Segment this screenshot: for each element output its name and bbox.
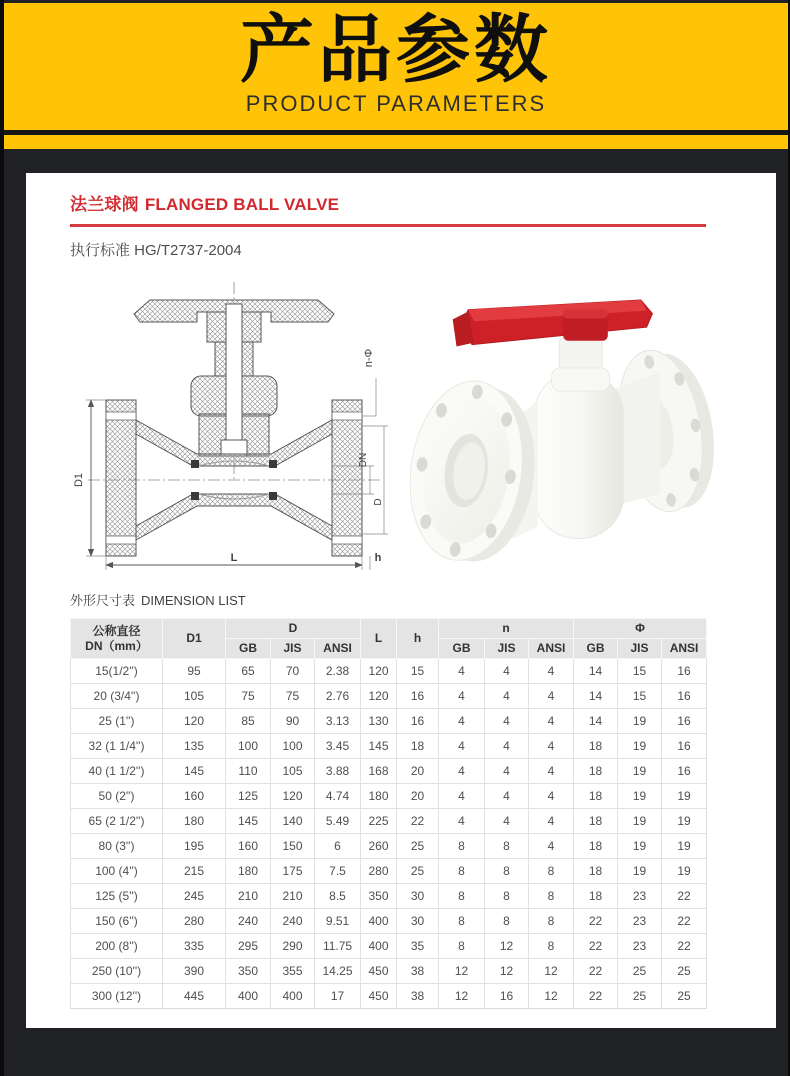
table-cell: 18 bbox=[574, 834, 618, 859]
table-cell: 4 bbox=[439, 759, 485, 784]
table-cell: 3.88 bbox=[315, 759, 361, 784]
table-cell: 19 bbox=[618, 709, 662, 734]
table-cell: 4 bbox=[529, 834, 574, 859]
product-photo bbox=[410, 282, 730, 572]
table-cell: 18 bbox=[574, 809, 618, 834]
table-cell: 150 bbox=[271, 834, 315, 859]
table-cell: 4 bbox=[485, 759, 529, 784]
table-cell: 15 bbox=[618, 659, 662, 684]
table-cell: 23 bbox=[618, 934, 662, 959]
table-cell: 95 bbox=[163, 659, 226, 684]
subcol-n-jis: JIS bbox=[485, 639, 529, 659]
table-cell: 25 bbox=[397, 834, 439, 859]
table-cell: 17 bbox=[315, 984, 361, 1009]
table-cell: 12 bbox=[439, 984, 485, 1009]
dimension-table bbox=[70, 618, 707, 1009]
table-cell: 175 bbox=[271, 859, 315, 884]
product-name-cn: 法兰球阀 bbox=[70, 195, 139, 214]
table-cell: 400 bbox=[226, 984, 271, 1009]
table-cell: 38 bbox=[397, 959, 439, 984]
table-cell: 22 bbox=[662, 909, 707, 934]
subcol-d-gb: GB bbox=[226, 639, 271, 659]
table-body bbox=[71, 659, 707, 1009]
table-row bbox=[71, 759, 707, 784]
right-flange-section bbox=[332, 400, 362, 556]
body-wall-bottom bbox=[136, 494, 332, 540]
table-cell: 30 bbox=[397, 909, 439, 934]
subcol-phi-jis: JIS bbox=[618, 639, 662, 659]
table-cell: 15(1/2'') bbox=[71, 659, 163, 684]
table-cell: 2.38 bbox=[315, 659, 361, 684]
figures-row bbox=[70, 274, 732, 574]
table-cell: 4 bbox=[439, 684, 485, 709]
table-cell: 16 bbox=[662, 734, 707, 759]
table-cell: 12 bbox=[439, 959, 485, 984]
table-cell: 8 bbox=[485, 909, 529, 934]
left-black-edge bbox=[0, 0, 4, 1076]
table-cell: 19 bbox=[618, 809, 662, 834]
table-row bbox=[71, 784, 707, 809]
table-title-cn: 外形尺寸表 bbox=[70, 593, 136, 608]
table-row bbox=[71, 684, 707, 709]
table-cell: 200 (8'') bbox=[71, 934, 163, 959]
valve-body bbox=[534, 372, 623, 539]
ball-seat bbox=[269, 492, 277, 500]
table-cell: 168 bbox=[361, 759, 397, 784]
table-cell: 16 bbox=[662, 759, 707, 784]
table-cell: 22 bbox=[662, 934, 707, 959]
table-cell: 400 bbox=[361, 934, 397, 959]
table-cell: 210 bbox=[226, 884, 271, 909]
table-cell: 19 bbox=[662, 784, 707, 809]
table-cell: 16 bbox=[662, 684, 707, 709]
table-cell: 19 bbox=[662, 834, 707, 859]
table-cell: 7.5 bbox=[315, 859, 361, 884]
table-cell: 5.49 bbox=[315, 809, 361, 834]
table-cell: 280 bbox=[163, 909, 226, 934]
table-cell: 19 bbox=[618, 784, 662, 809]
table-cell: 22 bbox=[574, 909, 618, 934]
table-cell: 4 bbox=[485, 684, 529, 709]
table-cell: 65 (2 1/2'') bbox=[71, 809, 163, 834]
table-cell: 240 bbox=[271, 909, 315, 934]
table-row bbox=[71, 709, 707, 734]
table-cell: 145 bbox=[226, 809, 271, 834]
product-card bbox=[26, 173, 776, 1028]
table-cell: 25 bbox=[618, 959, 662, 984]
table-cell: 215 bbox=[163, 859, 226, 884]
table-cell: 290 bbox=[271, 934, 315, 959]
table-cell: 4 bbox=[529, 684, 574, 709]
table-cell: 8 bbox=[439, 934, 485, 959]
table-cell: 14.25 bbox=[315, 959, 361, 984]
table-cell: 280 bbox=[361, 859, 397, 884]
table-cell: 8 bbox=[529, 859, 574, 884]
table-cell: 23 bbox=[618, 884, 662, 909]
table-cell: 390 bbox=[163, 959, 226, 984]
table-cell: 22 bbox=[574, 984, 618, 1009]
dimension-table-title bbox=[70, 590, 732, 609]
table-cell: 105 bbox=[271, 759, 315, 784]
table-row bbox=[71, 959, 707, 984]
table-row bbox=[71, 909, 707, 934]
col-header-n: n bbox=[439, 619, 574, 639]
table-cell: 20 (3/4'') bbox=[71, 684, 163, 709]
table-cell: 85 bbox=[226, 709, 271, 734]
table-title-en: DIMENSION LIST bbox=[141, 593, 246, 608]
table-cell: 100 bbox=[226, 734, 271, 759]
table-cell: 210 bbox=[271, 884, 315, 909]
table-cell: 120 bbox=[163, 709, 226, 734]
col-header-dn bbox=[71, 619, 163, 659]
table-cell: 19 bbox=[618, 859, 662, 884]
table-cell: 18 bbox=[574, 759, 618, 784]
table-cell: 8 bbox=[485, 859, 529, 884]
table-cell: 450 bbox=[361, 984, 397, 1009]
table-row bbox=[71, 984, 707, 1009]
table-cell: 295 bbox=[226, 934, 271, 959]
subcol-n-ansi: ANSI bbox=[529, 639, 574, 659]
subcol-phi-ansi: ANSI bbox=[662, 639, 707, 659]
table-cell: 4 bbox=[439, 659, 485, 684]
table-cell: 8 bbox=[529, 884, 574, 909]
table-cell: 35 bbox=[397, 934, 439, 959]
table-cell: 160 bbox=[226, 834, 271, 859]
table-cell: 38 bbox=[397, 984, 439, 1009]
table-cell: 8 bbox=[439, 834, 485, 859]
table-cell: 150 (6'') bbox=[71, 909, 163, 934]
table-cell: 22 bbox=[574, 934, 618, 959]
table-cell: 145 bbox=[163, 759, 226, 784]
table-cell: 25 bbox=[618, 984, 662, 1009]
table-cell: 245 bbox=[163, 884, 226, 909]
banner-title-en: PRODUCT PARAMETERS bbox=[245, 90, 547, 116]
table-cell: 400 bbox=[271, 984, 315, 1009]
valve-handle bbox=[453, 300, 653, 347]
col-header-l: L bbox=[361, 619, 397, 659]
table-cell: 125 (5'') bbox=[71, 884, 163, 909]
subcol-phi-gb: GB bbox=[574, 639, 618, 659]
table-row bbox=[71, 734, 707, 759]
table-cell: 180 bbox=[361, 784, 397, 809]
col-header-dn-line1: 公称直径 bbox=[92, 623, 141, 638]
table-cell: 4 bbox=[439, 734, 485, 759]
table-cell: 70 bbox=[271, 659, 315, 684]
table-cell: 350 bbox=[361, 884, 397, 909]
dim-label-d1: D1 bbox=[73, 472, 85, 488]
ball-seat bbox=[269, 460, 277, 468]
table-cell: 40 (1 1/2'') bbox=[71, 759, 163, 784]
banner-yellow-strip bbox=[4, 135, 788, 149]
table-cell: 16 bbox=[662, 659, 707, 684]
table-cell: 19 bbox=[662, 859, 707, 884]
dim-label-l: L bbox=[230, 552, 238, 564]
table-cell: 14 bbox=[574, 659, 618, 684]
table-cell: 19 bbox=[662, 809, 707, 834]
table-cell: 22 bbox=[662, 884, 707, 909]
table-cell: 15 bbox=[397, 659, 439, 684]
table-cell: 105 bbox=[163, 684, 226, 709]
table-cell: 90 bbox=[271, 709, 315, 734]
table-cell: 75 bbox=[271, 684, 315, 709]
table-cell: 4 bbox=[485, 709, 529, 734]
table-cell: 80 (3'') bbox=[71, 834, 163, 859]
table-cell: 19 bbox=[618, 759, 662, 784]
right-flange-bolt-hole-top bbox=[332, 412, 362, 420]
left-flange-bolt-hole-top bbox=[106, 412, 136, 420]
standard-text: 执行标准 HG/T2737-2004 bbox=[70, 242, 242, 259]
table-cell: 18 bbox=[397, 734, 439, 759]
table-cell: 14 bbox=[574, 684, 618, 709]
table-cell: 4 bbox=[529, 734, 574, 759]
table-cell: 100 (4'') bbox=[71, 859, 163, 884]
table-cell: 25 bbox=[397, 859, 439, 884]
table-cell: 25 bbox=[662, 959, 707, 984]
table-cell: 4 bbox=[485, 784, 529, 809]
table-cell: 160 bbox=[163, 784, 226, 809]
table-cell: 23 bbox=[618, 909, 662, 934]
product-heading bbox=[70, 190, 732, 215]
table-cell: 135 bbox=[163, 734, 226, 759]
table-row bbox=[71, 934, 707, 959]
table-cell: 20 bbox=[397, 759, 439, 784]
table-cell: 120 bbox=[361, 684, 397, 709]
table-cell: 300 (12'') bbox=[71, 984, 163, 1009]
table-cell: 445 bbox=[163, 984, 226, 1009]
table-cell: 18 bbox=[574, 859, 618, 884]
table-header bbox=[71, 619, 707, 659]
table-cell: 15 bbox=[618, 684, 662, 709]
left-flange-section bbox=[106, 400, 136, 556]
table-cell: 8 bbox=[529, 934, 574, 959]
table-cell: 50 (2'') bbox=[71, 784, 163, 809]
ball-seat bbox=[191, 460, 199, 468]
table-cell: 11.75 bbox=[315, 934, 361, 959]
table-cell: 4 bbox=[529, 784, 574, 809]
subcol-d-jis: JIS bbox=[271, 639, 315, 659]
table-cell: 355 bbox=[271, 959, 315, 984]
table-cell: 18 bbox=[574, 884, 618, 909]
product-name-en: FLANGED BALL VALVE bbox=[144, 195, 340, 214]
left-flange bbox=[410, 374, 546, 570]
table-cell: 8 bbox=[485, 834, 529, 859]
table-cell: 180 bbox=[163, 809, 226, 834]
table-cell: 18 bbox=[574, 734, 618, 759]
subcol-n-gb: GB bbox=[439, 639, 485, 659]
table-cell: 4 bbox=[529, 759, 574, 784]
banner bbox=[4, 3, 788, 130]
table-cell: 8 bbox=[439, 859, 485, 884]
dim-label-d: D bbox=[373, 498, 384, 506]
stem-nut bbox=[552, 368, 610, 391]
table-cell: 22 bbox=[574, 959, 618, 984]
table-cell: 12 bbox=[485, 934, 529, 959]
table-cell: 120 bbox=[271, 784, 315, 809]
col-header-dn-line2: DN（mm） bbox=[85, 638, 148, 653]
table-cell: 19 bbox=[618, 834, 662, 859]
table-row bbox=[71, 809, 707, 834]
table-cell: 225 bbox=[361, 809, 397, 834]
table-cell: 14 bbox=[574, 709, 618, 734]
table-cell: 4 bbox=[529, 709, 574, 734]
table-cell: 18 bbox=[574, 784, 618, 809]
technical-drawing bbox=[70, 274, 402, 574]
table-cell: 110 bbox=[226, 759, 271, 784]
table-cell: 8 bbox=[439, 909, 485, 934]
table-cell: 20 bbox=[397, 784, 439, 809]
table-cell: 22 bbox=[397, 809, 439, 834]
table-cell: 335 bbox=[163, 934, 226, 959]
table-cell: 350 bbox=[226, 959, 271, 984]
col-header-d1: D1 bbox=[163, 619, 226, 659]
table-cell: 140 bbox=[271, 809, 315, 834]
table-cell: 8 bbox=[529, 909, 574, 934]
table-cell: 6 bbox=[315, 834, 361, 859]
left-flange-bolt-hole-bottom bbox=[106, 536, 136, 544]
table-cell: 180 bbox=[226, 859, 271, 884]
table-cell: 4 bbox=[439, 809, 485, 834]
table-cell: 4 bbox=[529, 809, 574, 834]
table-cell: 25 (1'') bbox=[71, 709, 163, 734]
table-cell: 4 bbox=[485, 659, 529, 684]
table-cell: 145 bbox=[361, 734, 397, 759]
table-cell: 8.5 bbox=[315, 884, 361, 909]
table-cell: 240 bbox=[226, 909, 271, 934]
table-cell: 130 bbox=[361, 709, 397, 734]
table-cell: 4 bbox=[485, 809, 529, 834]
table-cell: 4 bbox=[529, 659, 574, 684]
table-cell: 400 bbox=[361, 909, 397, 934]
table-cell: 260 bbox=[361, 834, 397, 859]
col-header-d: D bbox=[226, 619, 361, 639]
table-row bbox=[71, 834, 707, 859]
ball-seat bbox=[191, 492, 199, 500]
table-cell: 3.45 bbox=[315, 734, 361, 759]
table-cell: 32 (1 1/4'') bbox=[71, 734, 163, 759]
table-cell: 450 bbox=[361, 959, 397, 984]
table-row bbox=[71, 884, 707, 909]
table-cell: 12 bbox=[485, 959, 529, 984]
dim-label-dn: DN bbox=[358, 452, 369, 468]
stem-section bbox=[226, 304, 242, 442]
table-cell: 25 bbox=[662, 984, 707, 1009]
table-cell: 30 bbox=[397, 884, 439, 909]
subcol-d-ansi: ANSI bbox=[315, 639, 361, 659]
table-cell: 2.76 bbox=[315, 684, 361, 709]
col-header-h: h bbox=[397, 619, 439, 659]
table-cell: 250 (10'') bbox=[71, 959, 163, 984]
table-cell: 16 bbox=[397, 684, 439, 709]
table-cell: 12 bbox=[529, 984, 574, 1009]
table-cell: 195 bbox=[163, 834, 226, 859]
col-header-phi: Φ bbox=[574, 619, 707, 639]
table-cell: 4 bbox=[439, 784, 485, 809]
dim-label-h: h bbox=[374, 552, 382, 564]
table-cell: 8 bbox=[439, 884, 485, 909]
right-flange-bolt-hole-bottom bbox=[332, 536, 362, 544]
table-cell: 4 bbox=[439, 709, 485, 734]
dim-label-n-phi: n-Φ bbox=[363, 348, 375, 368]
table-cell: 16 bbox=[662, 709, 707, 734]
table-cell: 4 bbox=[485, 734, 529, 759]
heading-underline bbox=[70, 224, 706, 227]
table-cell: 3.13 bbox=[315, 709, 361, 734]
table-cell: 19 bbox=[618, 734, 662, 759]
table-row bbox=[71, 659, 707, 684]
table-cell: 65 bbox=[226, 659, 271, 684]
table-cell: 75 bbox=[226, 684, 271, 709]
table-cell: 9.51 bbox=[315, 909, 361, 934]
table-cell: 16 bbox=[397, 709, 439, 734]
table-cell: 120 bbox=[361, 659, 397, 684]
table-cell: 8 bbox=[485, 884, 529, 909]
table-cell: 125 bbox=[226, 784, 271, 809]
table-cell: 12 bbox=[529, 959, 574, 984]
banner-title-cn: 产品参数 bbox=[240, 8, 552, 91]
table-row bbox=[71, 859, 707, 884]
table-cell: 100 bbox=[271, 734, 315, 759]
table-cell: 4.74 bbox=[315, 784, 361, 809]
table-cell: 16 bbox=[485, 984, 529, 1009]
